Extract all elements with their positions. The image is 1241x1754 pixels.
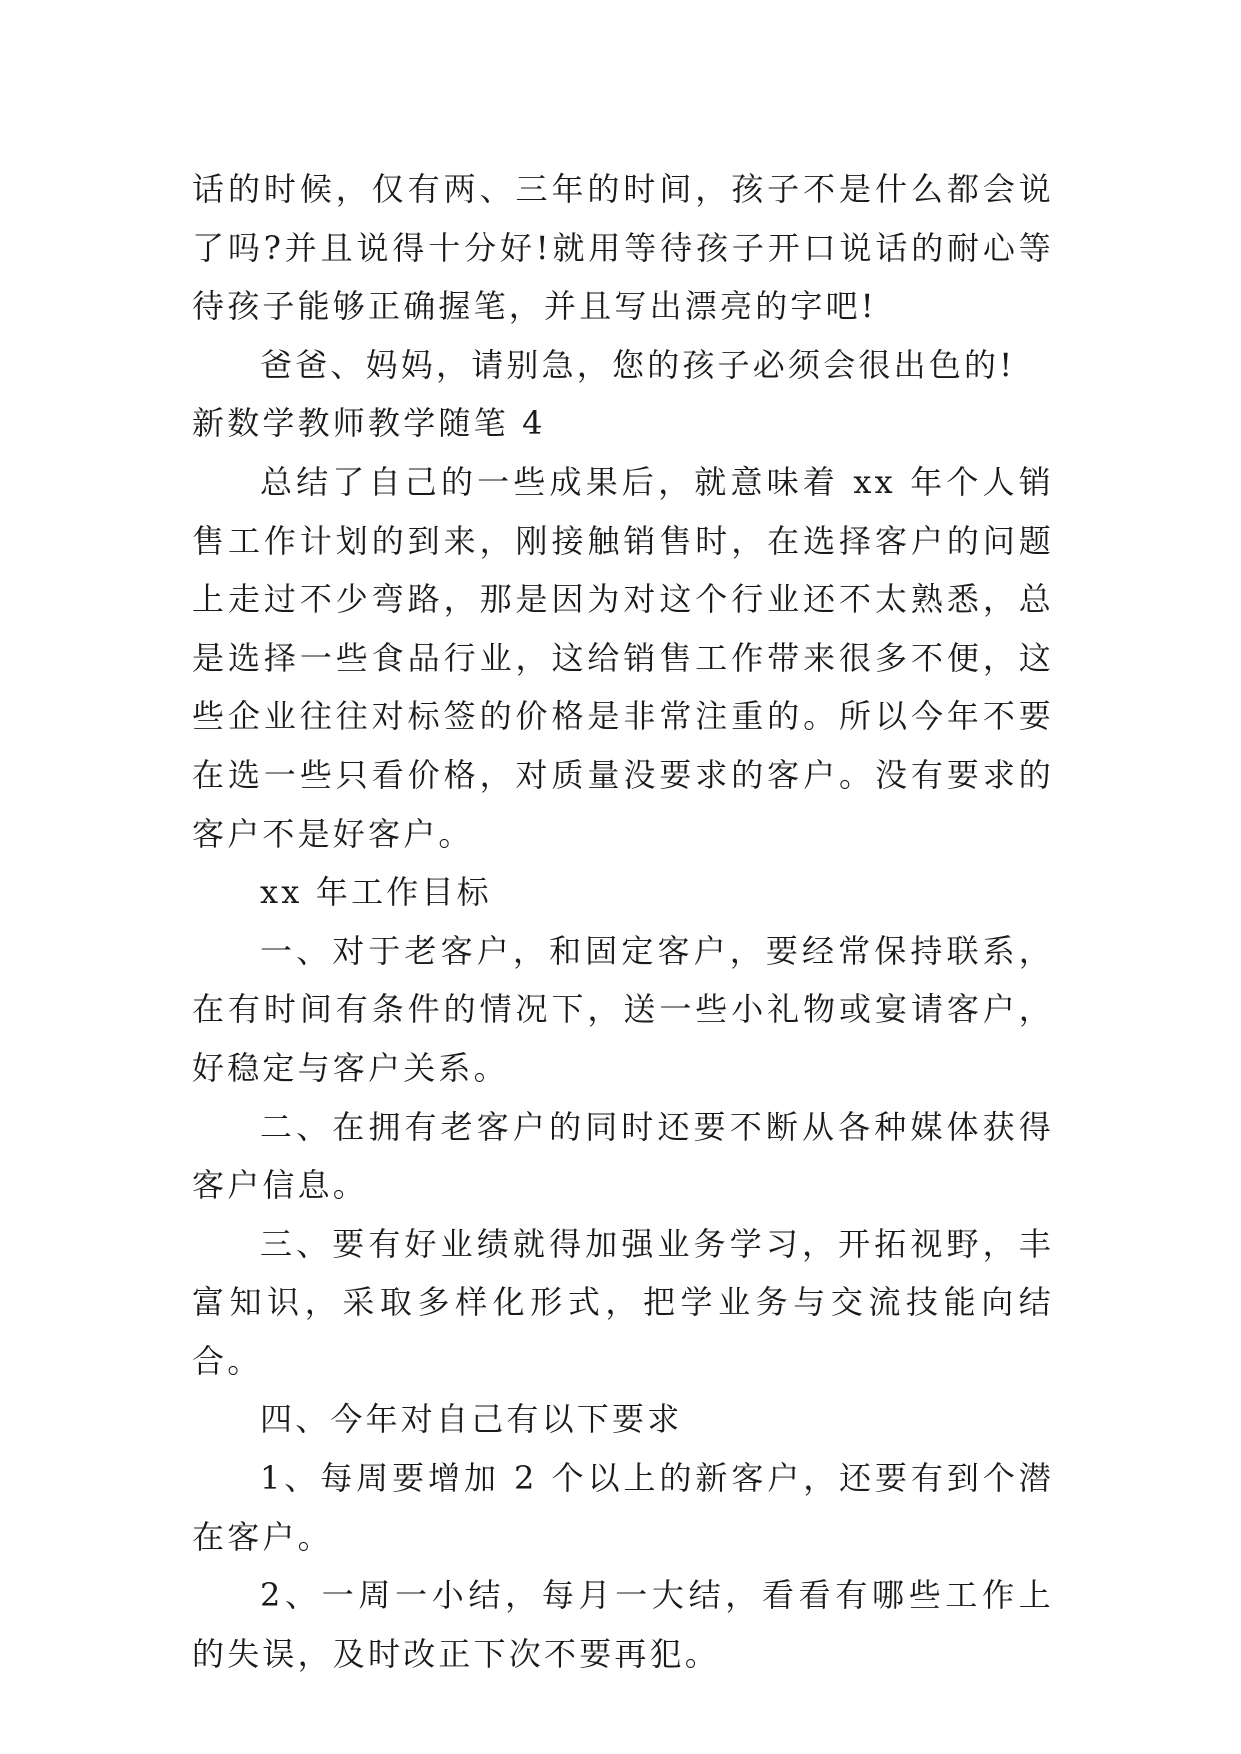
section-heading: 新数学教师教学随笔 4 xyxy=(192,404,546,443)
paragraph-goal-4: 四、今年对自己有以下要求 xyxy=(260,1400,683,1439)
paragraph-requirement-2: 2、一周一小结，每月一大结，看看有哪些工作上的失误，及时改正下次不要再犯。 xyxy=(192,1576,1054,1673)
paragraph-requirement-1: 1、每周要增加 2 个以上的新客户，还要有到个潜在客户。 xyxy=(192,1459,1054,1556)
paragraph-goals-title: xx 年工作目标 xyxy=(260,873,492,912)
paragraph-goal-2: 二、在拥有老客户的同时还要不断从各种媒体获得客户信息。 xyxy=(192,1107,1054,1205)
paragraph-summary: 总结了自己的一些成果后，就意味着 xx 年个人销售工作计划的到来，刚接触销售时，在选择客户的问题上走过不少弯路，那是因为对这个行业还不太熟悉，总是选择一些食品行业，这给销售工作带来很多不便，这些企业往往对标签的价格是非常注重的。所以今年不要在选一些只看价格，对质量没要求的客户。没有要求的客户不是好客户。 xyxy=(192,462,1054,853)
paragraph-goal-3: 三、要有好业绩就得加强业务学习，开拓视野，丰富知识，采取多样化形式，把学业务与交流技能向结合。 xyxy=(192,1224,1054,1380)
paragraph-parents-note: 爸爸、妈妈，请别急，您的孩子必须会很出色的! xyxy=(260,345,1016,384)
document-body xyxy=(192,160,1054,1683)
paragraph-continuation: 话的时候，仅有两、三年的时间，孩子不是什么都会说了吗?并且说得十分好!就用等待孩子开口说话的耐心等待孩子能够正确握笔，并且写出漂亮的字吧! xyxy=(192,170,1054,326)
paragraph-goal-1: 一、对于老客户，和固定客户，要经常保持联系，在有时间有条件的情况下，送一些小礼物或宴请客户，好稳定与客户关系。 xyxy=(192,931,1054,1087)
